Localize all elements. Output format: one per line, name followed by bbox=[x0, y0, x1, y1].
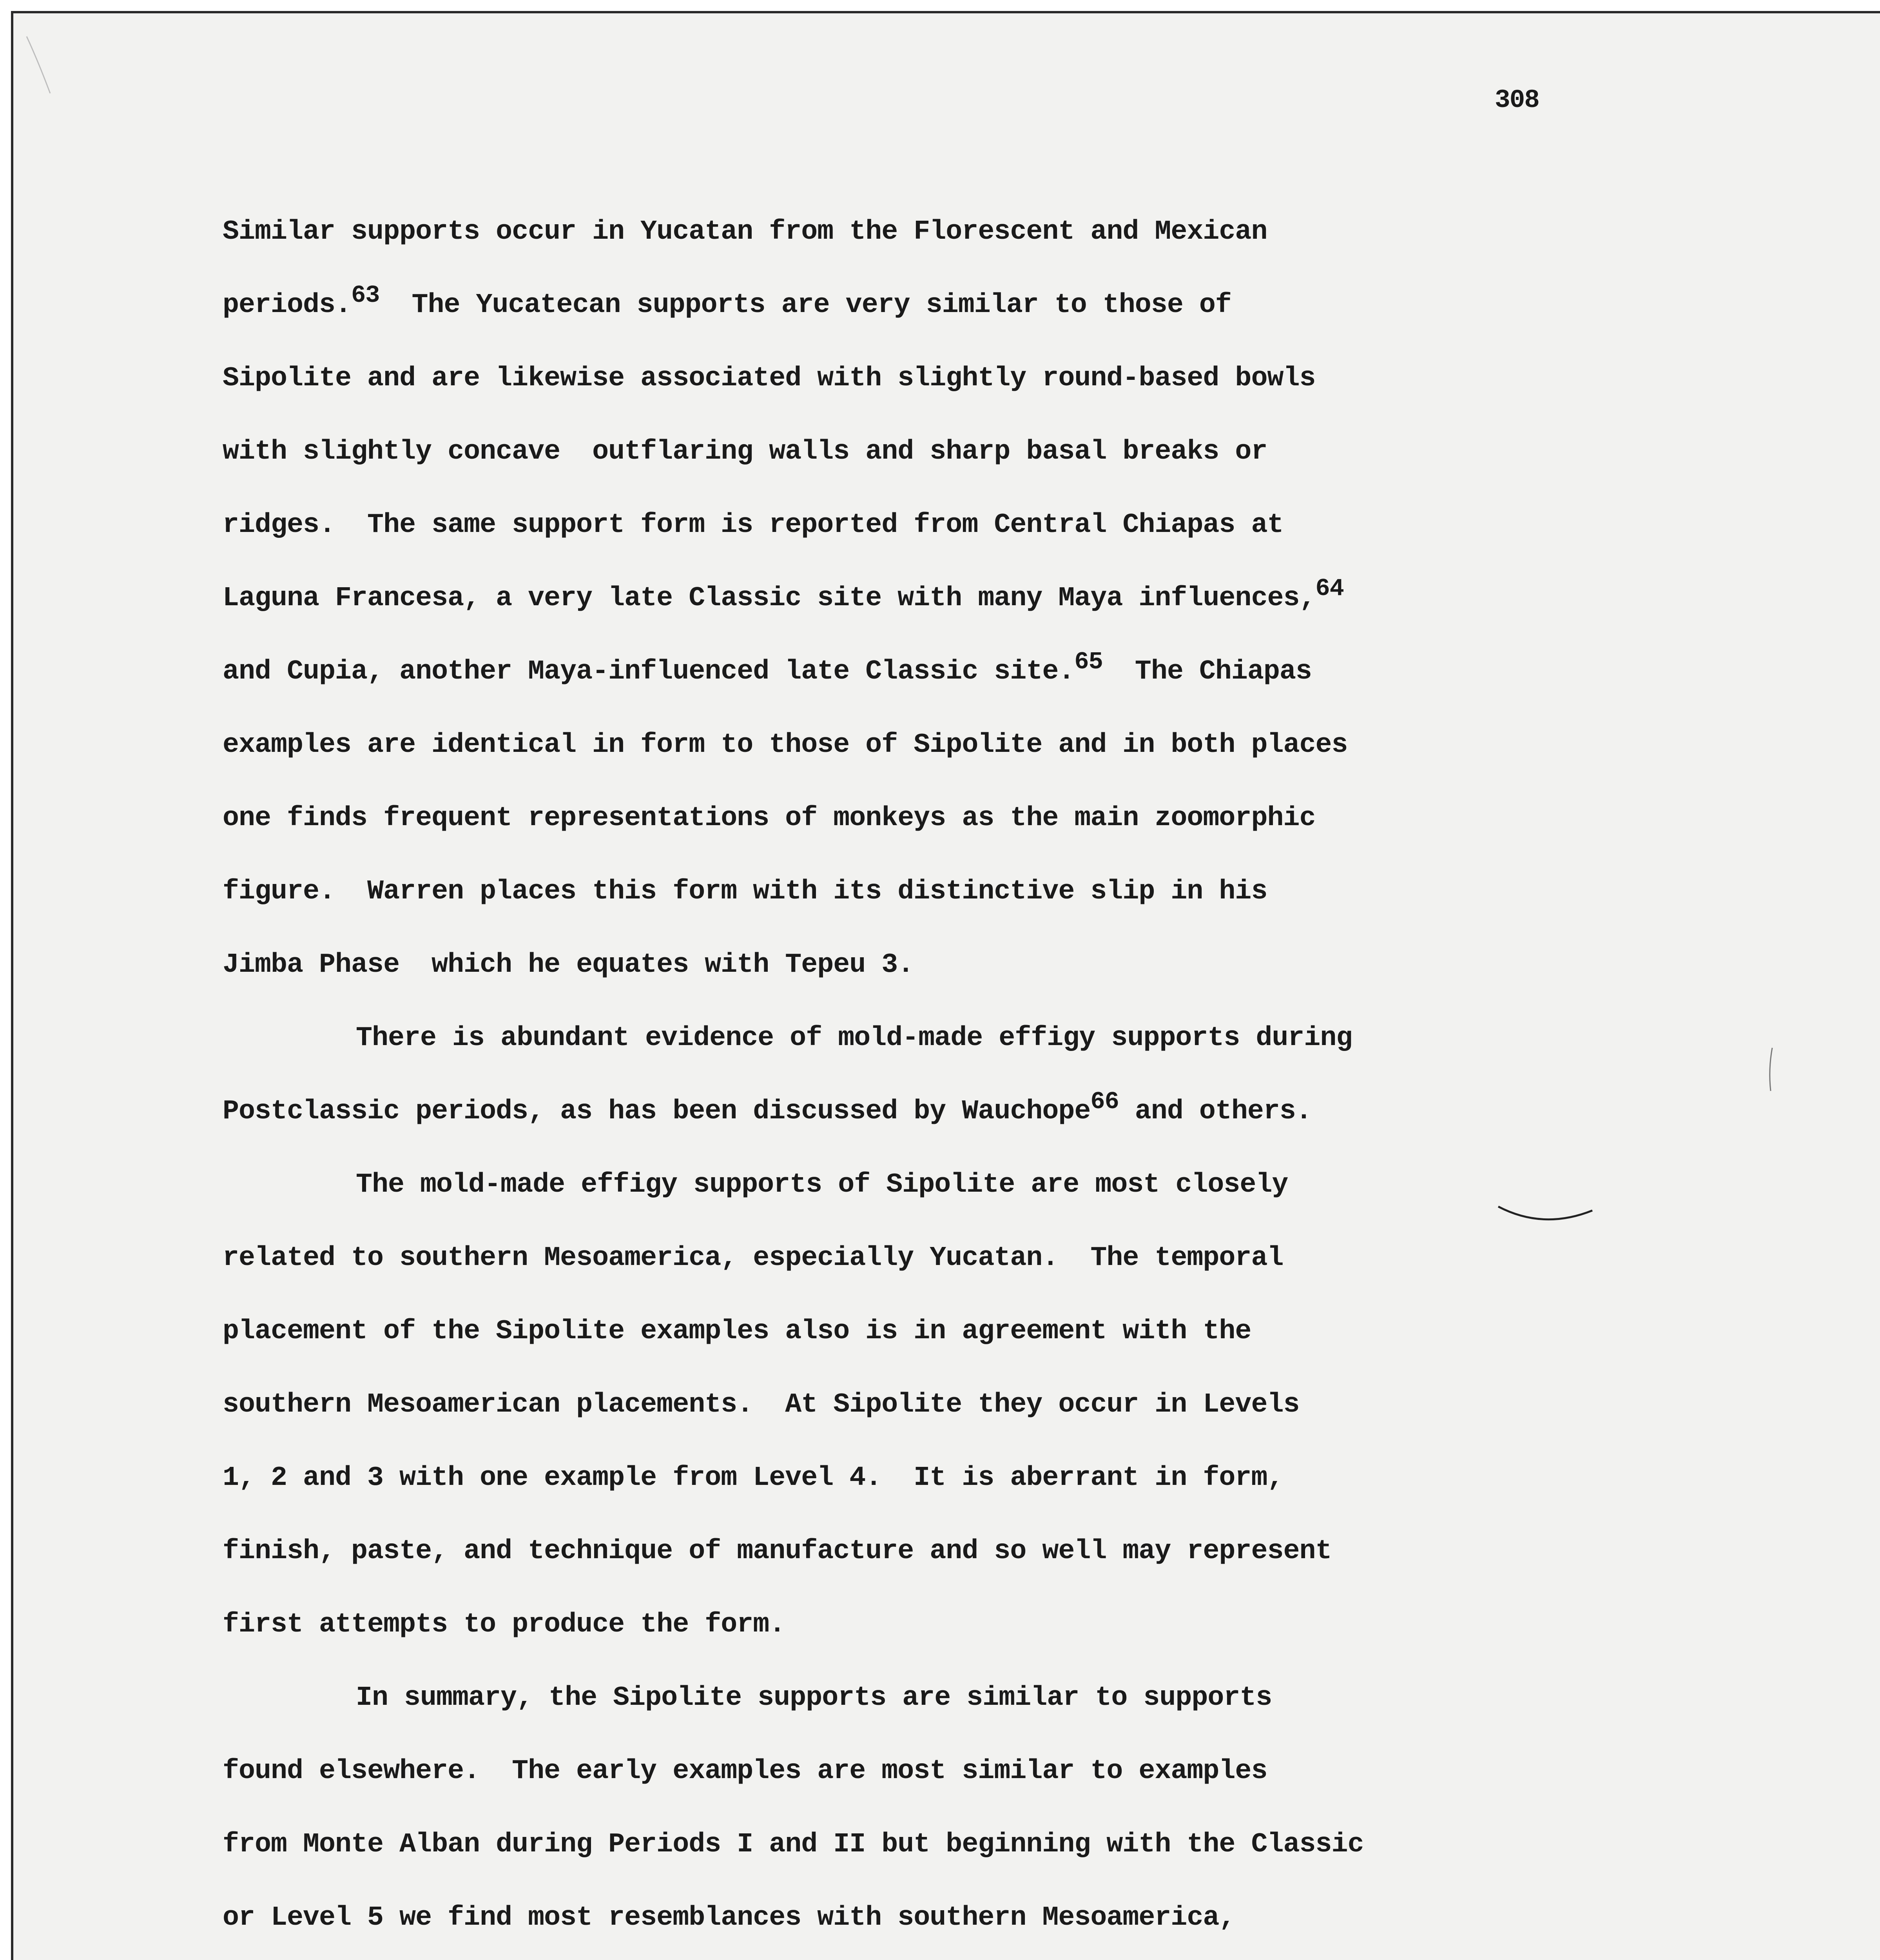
text-run: In summary, the Sipolite supports are similar to supports bbox=[356, 1682, 1272, 1713]
text-run: one finds frequent representations of monkeys as the main zoomorphic bbox=[223, 803, 1316, 834]
text-run: ridges. The same support form is reported from Central Chiapas at bbox=[223, 510, 1284, 541]
text-line bbox=[223, 1295, 1571, 1368]
paragraph bbox=[223, 1661, 1571, 1960]
text-run: The Yucatecan supports are very similar to those of bbox=[379, 290, 1231, 321]
text-line bbox=[223, 1735, 1571, 1808]
text-line bbox=[223, 635, 1571, 708]
text-line bbox=[223, 855, 1571, 928]
text-line bbox=[223, 269, 1571, 342]
text-run: Sipolite and are likewise associated with slightly round-based bowls bbox=[223, 363, 1316, 394]
text-line bbox=[223, 562, 1571, 635]
page-number: 308 bbox=[1495, 85, 1539, 115]
text-run: examples are identical in form to those of Sipolite and in both places bbox=[223, 730, 1348, 760]
text-run: The mold-made effigy supports of Sipolite are most closely bbox=[356, 1169, 1288, 1200]
text-run: or Level 5 we find most resemblances with southern Mesoamerica, bbox=[223, 1902, 1235, 1933]
text-run: and others. bbox=[1119, 1096, 1312, 1127]
text-line bbox=[223, 1955, 1571, 1960]
text-line bbox=[223, 1148, 1571, 1221]
text-line bbox=[223, 1808, 1571, 1881]
text-line bbox=[223, 928, 1571, 1002]
text-run: The Chiapas bbox=[1102, 656, 1312, 687]
text-line bbox=[223, 342, 1571, 415]
text-run: first attempts to produce the form. bbox=[223, 1609, 785, 1640]
text-line bbox=[223, 708, 1571, 782]
body-text bbox=[223, 195, 1571, 1960]
text-run: Laguna Francesa, a very late Classic site with many Maya influences, bbox=[223, 583, 1316, 614]
text-line bbox=[223, 1588, 1571, 1661]
text-run: from Monte Alban during Periods I and II but beginning with the Classic bbox=[223, 1829, 1364, 1860]
text-run: and Cupia, another Maya-influenced late Classic site. bbox=[223, 656, 1075, 687]
text-run: related to southern Mesoamerica, especially Yucatan. The temporal bbox=[223, 1243, 1284, 1274]
text-run: southern Mesoamerican placements. At Sipolite they occur in Levels bbox=[223, 1389, 1300, 1420]
text-run: finish, paste, and technique of manufacture and so well may represent bbox=[223, 1536, 1332, 1567]
text-run: placement of the Sipolite examples also is in agreement with the bbox=[223, 1316, 1251, 1347]
paragraph bbox=[223, 1002, 1571, 1148]
footnote-ref: 65 bbox=[1074, 648, 1103, 676]
text-run: figure. Warren places this form with its distinctive slip in his bbox=[223, 876, 1267, 907]
text-run: with slightly concave outflaring walls and sharp basal breaks or bbox=[223, 436, 1267, 467]
text-line bbox=[223, 1368, 1571, 1441]
text-run: Postclassic periods, as has been discussed by Wauchope bbox=[223, 1096, 1091, 1127]
footnote-ref: 64 bbox=[1315, 575, 1344, 603]
footnote-ref: 63 bbox=[351, 281, 380, 309]
corner-scratch-mark bbox=[23, 34, 58, 97]
paragraph bbox=[223, 1148, 1571, 1661]
text-run: Jimba Phase which he equates with Tepeu 3. bbox=[223, 949, 914, 980]
text-line bbox=[223, 1881, 1571, 1955]
scan-border-top bbox=[11, 11, 1880, 13]
text-line bbox=[223, 1221, 1571, 1295]
paragraph bbox=[223, 195, 1571, 1002]
text-line bbox=[223, 415, 1571, 488]
text-run: periods. bbox=[223, 290, 352, 321]
scanned-page bbox=[11, 11, 1880, 1960]
footnote-ref: 66 bbox=[1090, 1088, 1119, 1116]
scan-border-left bbox=[11, 11, 13, 1960]
text-line bbox=[223, 1002, 1571, 1075]
text-run: 1, 2 and 3 with one example from Level 4. It is aberrant in form, bbox=[223, 1463, 1284, 1494]
text-run: found elsewhere. The early examples are most similar to examples bbox=[223, 1756, 1267, 1787]
text-run: There is abundant evidence of mold-made effigy supports during bbox=[356, 1023, 1352, 1054]
text-line bbox=[223, 1661, 1571, 1735]
text-line bbox=[223, 1075, 1571, 1148]
text-line bbox=[223, 195, 1571, 269]
text-line bbox=[223, 1515, 1571, 1588]
text-line bbox=[223, 782, 1571, 855]
pencil-mark bbox=[1496, 1203, 1594, 1226]
text-run: Similar supports occur in Yucatan from the Florescent and Mexican bbox=[223, 216, 1267, 247]
text-line bbox=[223, 488, 1571, 562]
text-line bbox=[223, 1441, 1571, 1515]
margin-tick-mark bbox=[1767, 1046, 1775, 1093]
